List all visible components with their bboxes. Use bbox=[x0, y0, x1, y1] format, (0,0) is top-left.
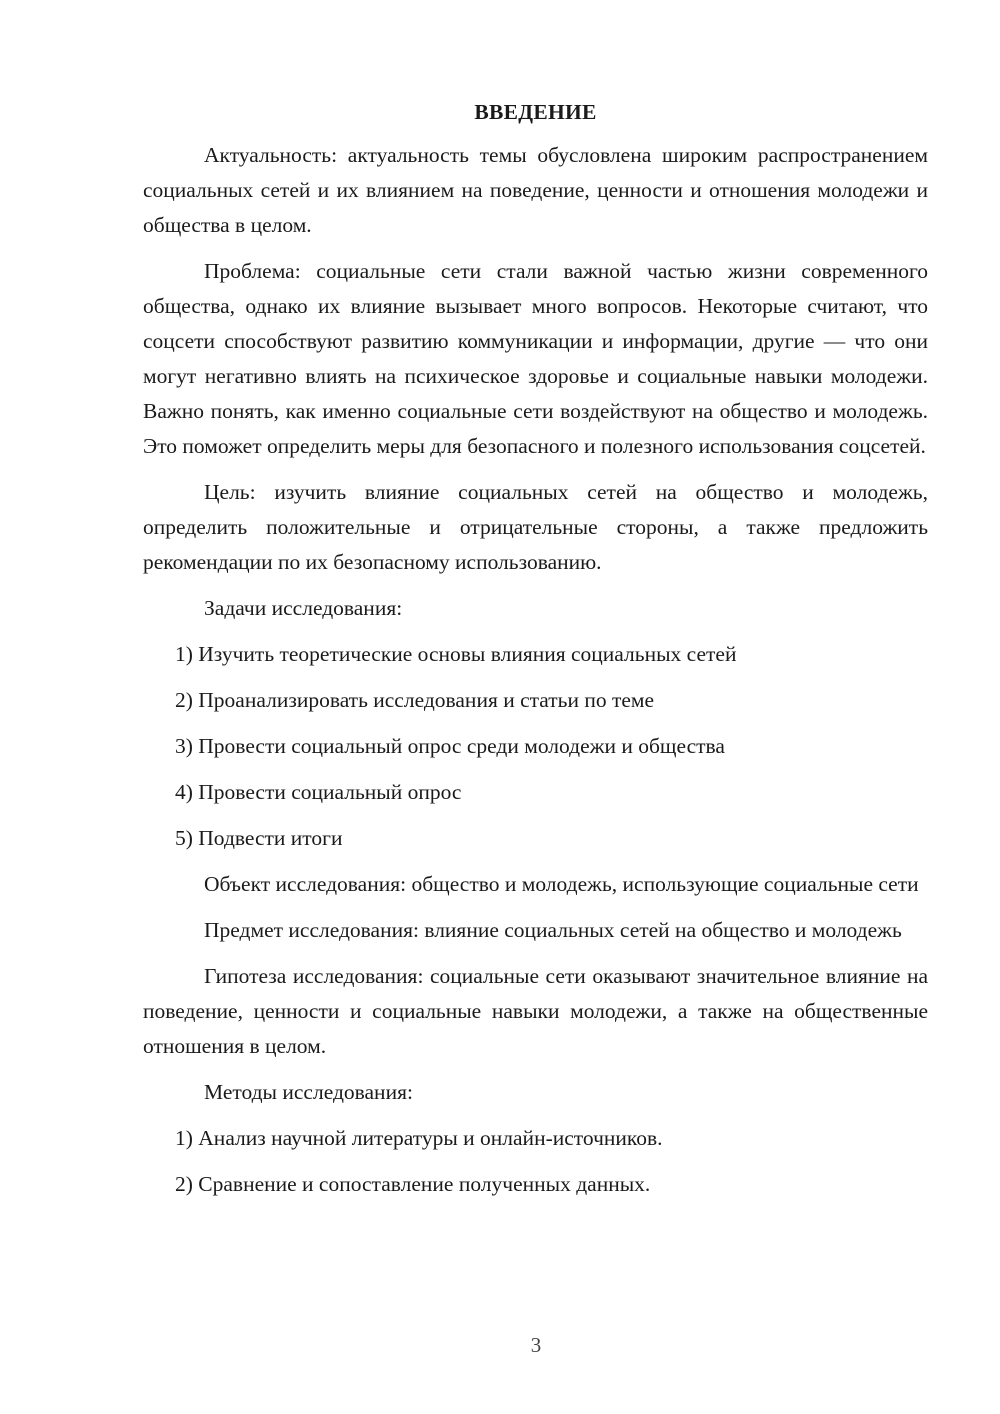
page-number: 3 bbox=[530, 1333, 542, 1357]
paragraph-problem: Проблема: социальные сети стали важной частью жизни современного общества, однако их влияние вызывает много вопросов. Некоторые считают, что соцсети способствуют развитию коммуникации и информации, другие — что они могут негативно влиять на психическое здоровье и социальные навыки молодежи. Важно понять, как именно социальные сети воздействуют на общество и молодежь. Это поможет определить меры для безопасного и полезного использования соцсетей. bbox=[143, 259, 928, 458]
document-body bbox=[143, 96, 928, 1213]
paragraph-relevance: Актуальность: актуальность темы обусловлена широким распространением социальных сетей и их влиянием на поведение, ценности и отношения молодежи и общества в целом. bbox=[143, 143, 928, 237]
paragraph-hypothesis: Гипотеза исследования: социальные сети оказывают значительное влияние на поведение, ценности и социальные навыки молодежи, а также на общественные отношения в целом. bbox=[143, 964, 928, 1058]
methods-list bbox=[143, 1121, 928, 1202]
paragraph-object: Объект исследования: общество и молодежь, использующие социальные сети bbox=[204, 872, 919, 896]
tasks-heading: Задачи исследования: bbox=[204, 596, 403, 620]
list-item: 1) Анализ научной литературы и онлайн-источников. bbox=[175, 1126, 663, 1150]
paragraph-subject: Предмет исследования: влияние социальных сетей на общество и молодежь bbox=[204, 918, 902, 942]
list-item: 1) Изучить теоретические основы влияния социальных сетей bbox=[175, 642, 737, 666]
list-item: 2) Сравнение и сопоставление полученных данных. bbox=[175, 1172, 651, 1196]
methods-heading: Методы исследования: bbox=[204, 1080, 413, 1104]
tasks-list bbox=[143, 637, 928, 856]
list-item: 2) Проанализировать исследования и статьи по теме bbox=[175, 688, 655, 712]
section-title: ВВЕДЕНИЕ bbox=[474, 100, 597, 124]
list-item: 4) Провести социальный опрос bbox=[175, 780, 462, 804]
list-item: 5) Подвести итоги bbox=[175, 826, 343, 850]
list-item: 3) Провести социальный опрос среди молодежи и общества bbox=[175, 734, 725, 758]
paragraph-goal: Цель: изучить влияние социальных сетей на общество и молодежь, определить положительные и отрицательные стороны, а также предложить рекомендации по их безопасному использованию. bbox=[143, 480, 928, 574]
